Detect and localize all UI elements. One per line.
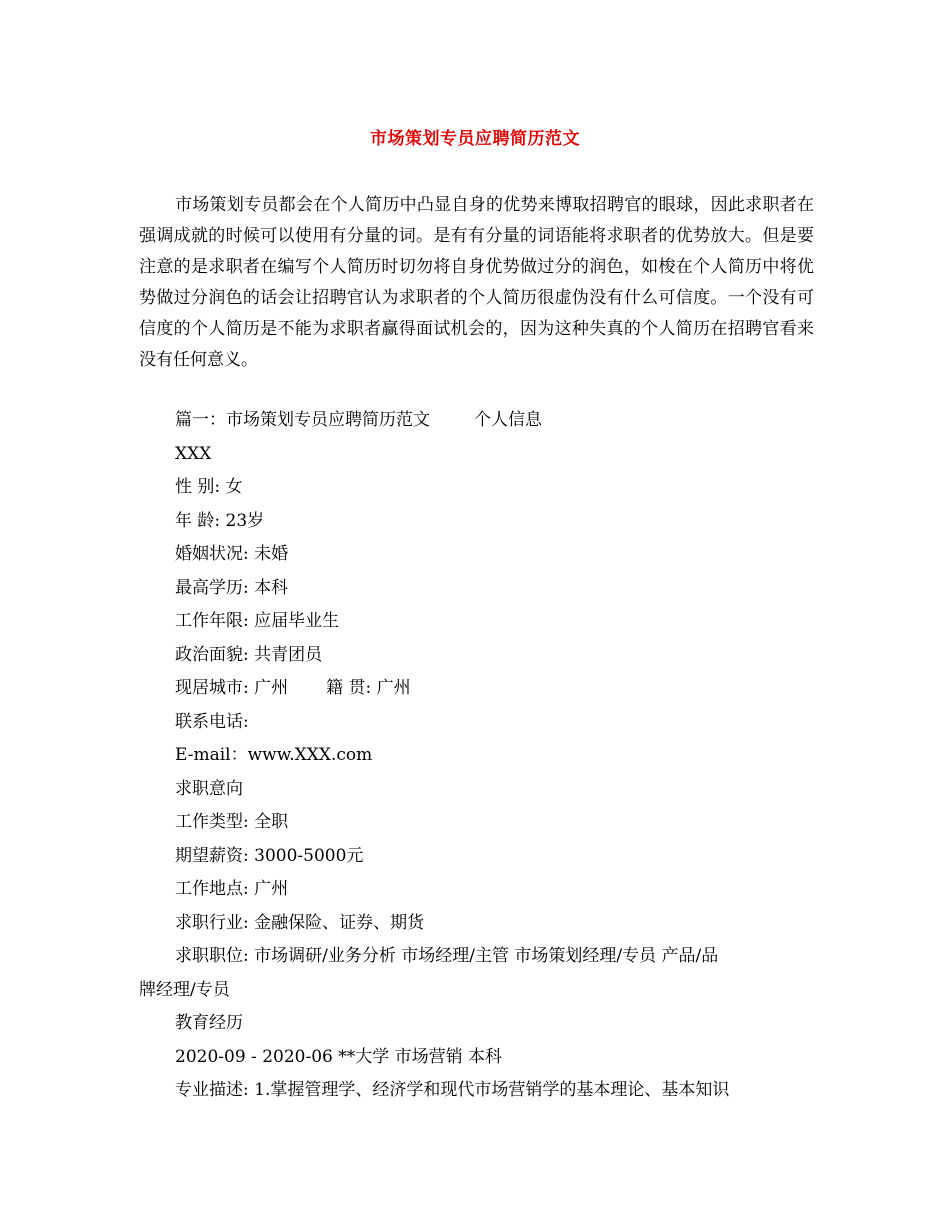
salary-line: 期望薪资: 3000-5000元 bbox=[175, 845, 364, 866]
age-line: 年 龄: 23岁 bbox=[175, 510, 265, 531]
city-field: 现居城市: 广州 bbox=[175, 678, 289, 698]
section-heading: 篇一：市场策划专员应聘简历范文 bbox=[175, 410, 430, 430]
resume-content bbox=[139, 404, 815, 1108]
marital-line: 婚姻状况: 未婚 bbox=[175, 544, 289, 564]
document-title: 市场策划专员应聘简历范文 bbox=[370, 129, 580, 149]
industry-line: 求职行业: 金融保险、证券、期货 bbox=[175, 912, 425, 933]
intro-paragraph: 市场策划专员都会在个人简历中凸显自身的优势来博取招聘官的眼球，因此求职者在强调成就的时候可以使用有分量的词。是有有分量的词语能将求职者的优势放大。但是要注意的是求职者在编写个人简历时切勿将自身优势做过分的润色，如梭在个人简历中将优势做过分润色的话会让招聘官认为求职者的个人简历很虚伪没有什么可信度。一个没有可信度的个人简历是不能为求职者赢得面试机会的，因为这种失真的个人简历在招聘官看来没有任何意义。 bbox=[139, 195, 814, 370]
education-level-line: 最高学历: 本科 bbox=[175, 577, 289, 598]
political-line: 政治面貌: 共青团员 bbox=[175, 644, 323, 665]
work-years-line: 工作年限: 应届毕业生 bbox=[175, 611, 340, 631]
position-line-continued: 牌经理/专员 bbox=[139, 979, 230, 1000]
personal-info-heading: 个人信息 bbox=[474, 410, 542, 430]
gender-line: 性 别: 女 bbox=[175, 477, 243, 497]
job-type-line: 工作类型: 全职 bbox=[175, 812, 289, 832]
intent-heading: 求职意向 bbox=[175, 778, 243, 799]
position-line: 求职职位: 市场调研/业务分析 市场经理/主管 市场策划经理/专员 产品/品 bbox=[175, 946, 719, 966]
section-heading-line bbox=[175, 404, 815, 438]
city-line bbox=[175, 672, 815, 706]
phone-line: 联系电话: bbox=[175, 711, 249, 732]
email-line: E-mail：www.XXX.com bbox=[175, 745, 373, 765]
name-line: XXX bbox=[175, 443, 212, 464]
hometown-field: 籍 贯: 广州 bbox=[326, 678, 411, 698]
major-description: 专业描述: 1.掌握管理学、经济学和现代市场营销学的基本理论、基本知识 bbox=[175, 1080, 730, 1100]
education-entry: 2020-09 - 2020-06 **大学 市场营销 本科 bbox=[175, 1046, 503, 1067]
location-line: 工作地点: 广州 bbox=[175, 879, 289, 899]
education-heading: 教育经历 bbox=[175, 1013, 243, 1033]
